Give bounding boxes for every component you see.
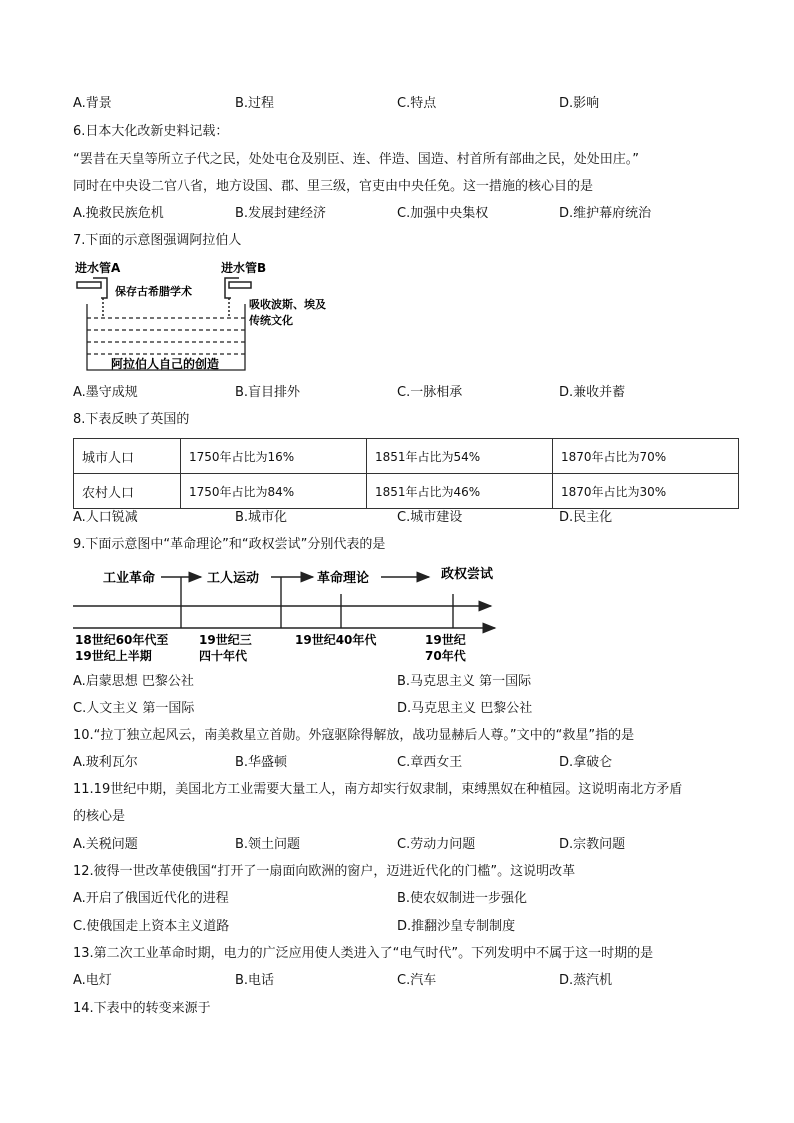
table-row <box>74 439 739 474</box>
q8-population-table <box>73 438 739 509</box>
q6-option-d: D.维护幕府统治 <box>559 206 652 221</box>
q11-option-d: D.宗教问题 <box>559 837 626 852</box>
q11-option-b: B.领土问题 <box>235 837 301 852</box>
q9-timeline-diagram <box>73 560 503 670</box>
q11-option-a: A.关税问题 <box>73 837 138 852</box>
pipe-a-label: 进水管A <box>75 261 121 275</box>
q10-option-a: A.玻利瓦尔 <box>73 755 138 770</box>
q8-option-c: C.城市建设 <box>397 510 463 525</box>
period-label: 18世纪60年代至 <box>75 633 169 647</box>
table-cell: 1750年占比为84% <box>181 474 367 509</box>
table-cell: 1851年占比为46% <box>367 474 553 509</box>
q14-stem: 14.下表中的转变来源于 <box>73 1001 211 1016</box>
q5-option-b: B.过程 <box>235 96 275 111</box>
q6-option-b: B.发展封建经济 <box>235 206 327 221</box>
period-label: 19世纪上半期 <box>75 649 152 663</box>
q6-option-c: C.加强中央集权 <box>397 206 489 221</box>
q13-option-b: B.电话 <box>235 973 275 988</box>
q7-option-d: D.兼收并蓄 <box>559 385 626 400</box>
q9-option-c: C.人文主义 第一国际 <box>73 701 195 716</box>
table-cell: 1870年占比为30% <box>553 474 739 509</box>
q9-stem: 9.下面示意图中“革命理论”和“政权尝试”分别代表的是 <box>73 537 386 552</box>
q7-stem: 7.下面的示意图强调阿拉伯人 <box>73 233 242 248</box>
q9-option-b: B.马克思主义 第一国际 <box>397 674 532 689</box>
period-label: 19世纪 <box>425 633 466 647</box>
period-label: 70年代 <box>425 649 466 663</box>
q6-stem: 6.日本大化改新史料记载： <box>73 124 229 139</box>
q10-option-c: C.章西女王 <box>397 755 463 770</box>
q7-option-a: A.墨守成规 <box>73 385 138 400</box>
table-cell: 1870年占比为70% <box>553 439 739 474</box>
q12-option-d: D.推翻沙皇专制制度 <box>397 919 516 934</box>
table-cell: 农村人口 <box>74 474 181 509</box>
q5-option-a: A.背景 <box>73 96 112 111</box>
q13-option-a: A.电灯 <box>73 973 112 988</box>
q10-option-b: B.华盛顿 <box>235 755 288 770</box>
q11-option-c: C.劳动力问题 <box>397 837 476 852</box>
stage-label: 革命理论 <box>317 571 370 586</box>
table-cell: 1851年占比为54% <box>367 439 553 474</box>
pipe-b-content-line2: 传统文化 <box>249 314 293 327</box>
q8-option-b: B.城市化 <box>235 510 288 525</box>
q6-option-a: A.挽救民族危机 <box>73 206 164 221</box>
q6-text: 同时在中央设二官八省，地方设国、郡、里三级，官吏由中央任免。这一措施的核心目的是 <box>73 179 594 194</box>
period-label: 19世纪40年代 <box>295 633 377 647</box>
q8-option-d: D.民主化 <box>559 510 613 525</box>
tank-bottom-label: 阿拉伯人自己的创造 <box>111 357 220 371</box>
stage-label: 工人运动 <box>207 571 260 586</box>
period-label: 19世纪三 <box>199 633 252 647</box>
q13-option-d: D.蒸汽机 <box>559 973 613 988</box>
stage-label: 政权尝试 <box>441 567 494 582</box>
pipe-b-label: 进水管B <box>221 261 267 275</box>
q7-option-b: B.盲目排外 <box>235 385 301 400</box>
q13-stem: 13.第二次工业革命时期，电力的广泛应用使人类进入了“电气时代”。下列发明中不属于这一时期的是 <box>73 946 654 961</box>
q6-quote: “罢昔在天皇等所立子代之民，处处屯仓及别臣、连、伴造、国造、村首所有部曲之民，处处田庄。” <box>73 152 639 167</box>
table-cell: 城市人口 <box>74 439 181 474</box>
pipe-b-icon <box>225 278 251 316</box>
pipe-a-icon <box>77 278 107 316</box>
q7-option-c: C.一脉相承 <box>397 385 463 400</box>
q11-stem-line2: 的核心是 <box>73 809 126 824</box>
q11-stem-line1: 11.19世纪中期，美国北方工业需要大量工人，南方却实行奴隶制，束缚黑奴在种植园。这说明南北方矛盾 <box>73 782 683 797</box>
q9-option-a: A.启蒙思想 巴黎公社 <box>73 674 194 689</box>
q10-stem: 10.“拉丁独立起风云，南美救星立首勋。外寇驱除得解放，战功显赫后人尊。”文中的“救星”指的是 <box>73 728 635 743</box>
q5-option-c: C.特点 <box>397 96 437 111</box>
pipe-b-content-line1: 吸收波斯、埃及 <box>249 298 326 311</box>
q9-option-d: D.马克思主义 巴黎公社 <box>397 701 533 716</box>
q5-option-d: D.影响 <box>559 96 600 111</box>
q13-option-c: C.汽车 <box>397 973 437 988</box>
q7-water-tank-diagram <box>73 258 353 378</box>
q12-option-b: B.使农奴制进一步强化 <box>397 891 528 906</box>
stage-label: 工业革命 <box>103 571 156 586</box>
q8-stem: 8.下表反映了英国的 <box>73 412 190 427</box>
q8-option-a: A.人口锐减 <box>73 510 138 525</box>
q10-option-d: D.拿破仑 <box>559 755 613 770</box>
table-cell: 1750年占比为16% <box>181 439 367 474</box>
q12-option-c: C.使俄国走上资本主义道路 <box>73 919 230 934</box>
q12-option-a: A.开启了俄国近代化的进程 <box>73 891 229 906</box>
pipe-a-content: 保存古希腊学术 <box>115 285 192 298</box>
period-label: 四十年代 <box>199 649 248 663</box>
q12-stem: 12.彼得一世改革使俄国“打开了一扇面向欧洲的窗户，迈进近代化的门槛”。这说明改革 <box>73 864 576 879</box>
table-row <box>74 474 739 509</box>
